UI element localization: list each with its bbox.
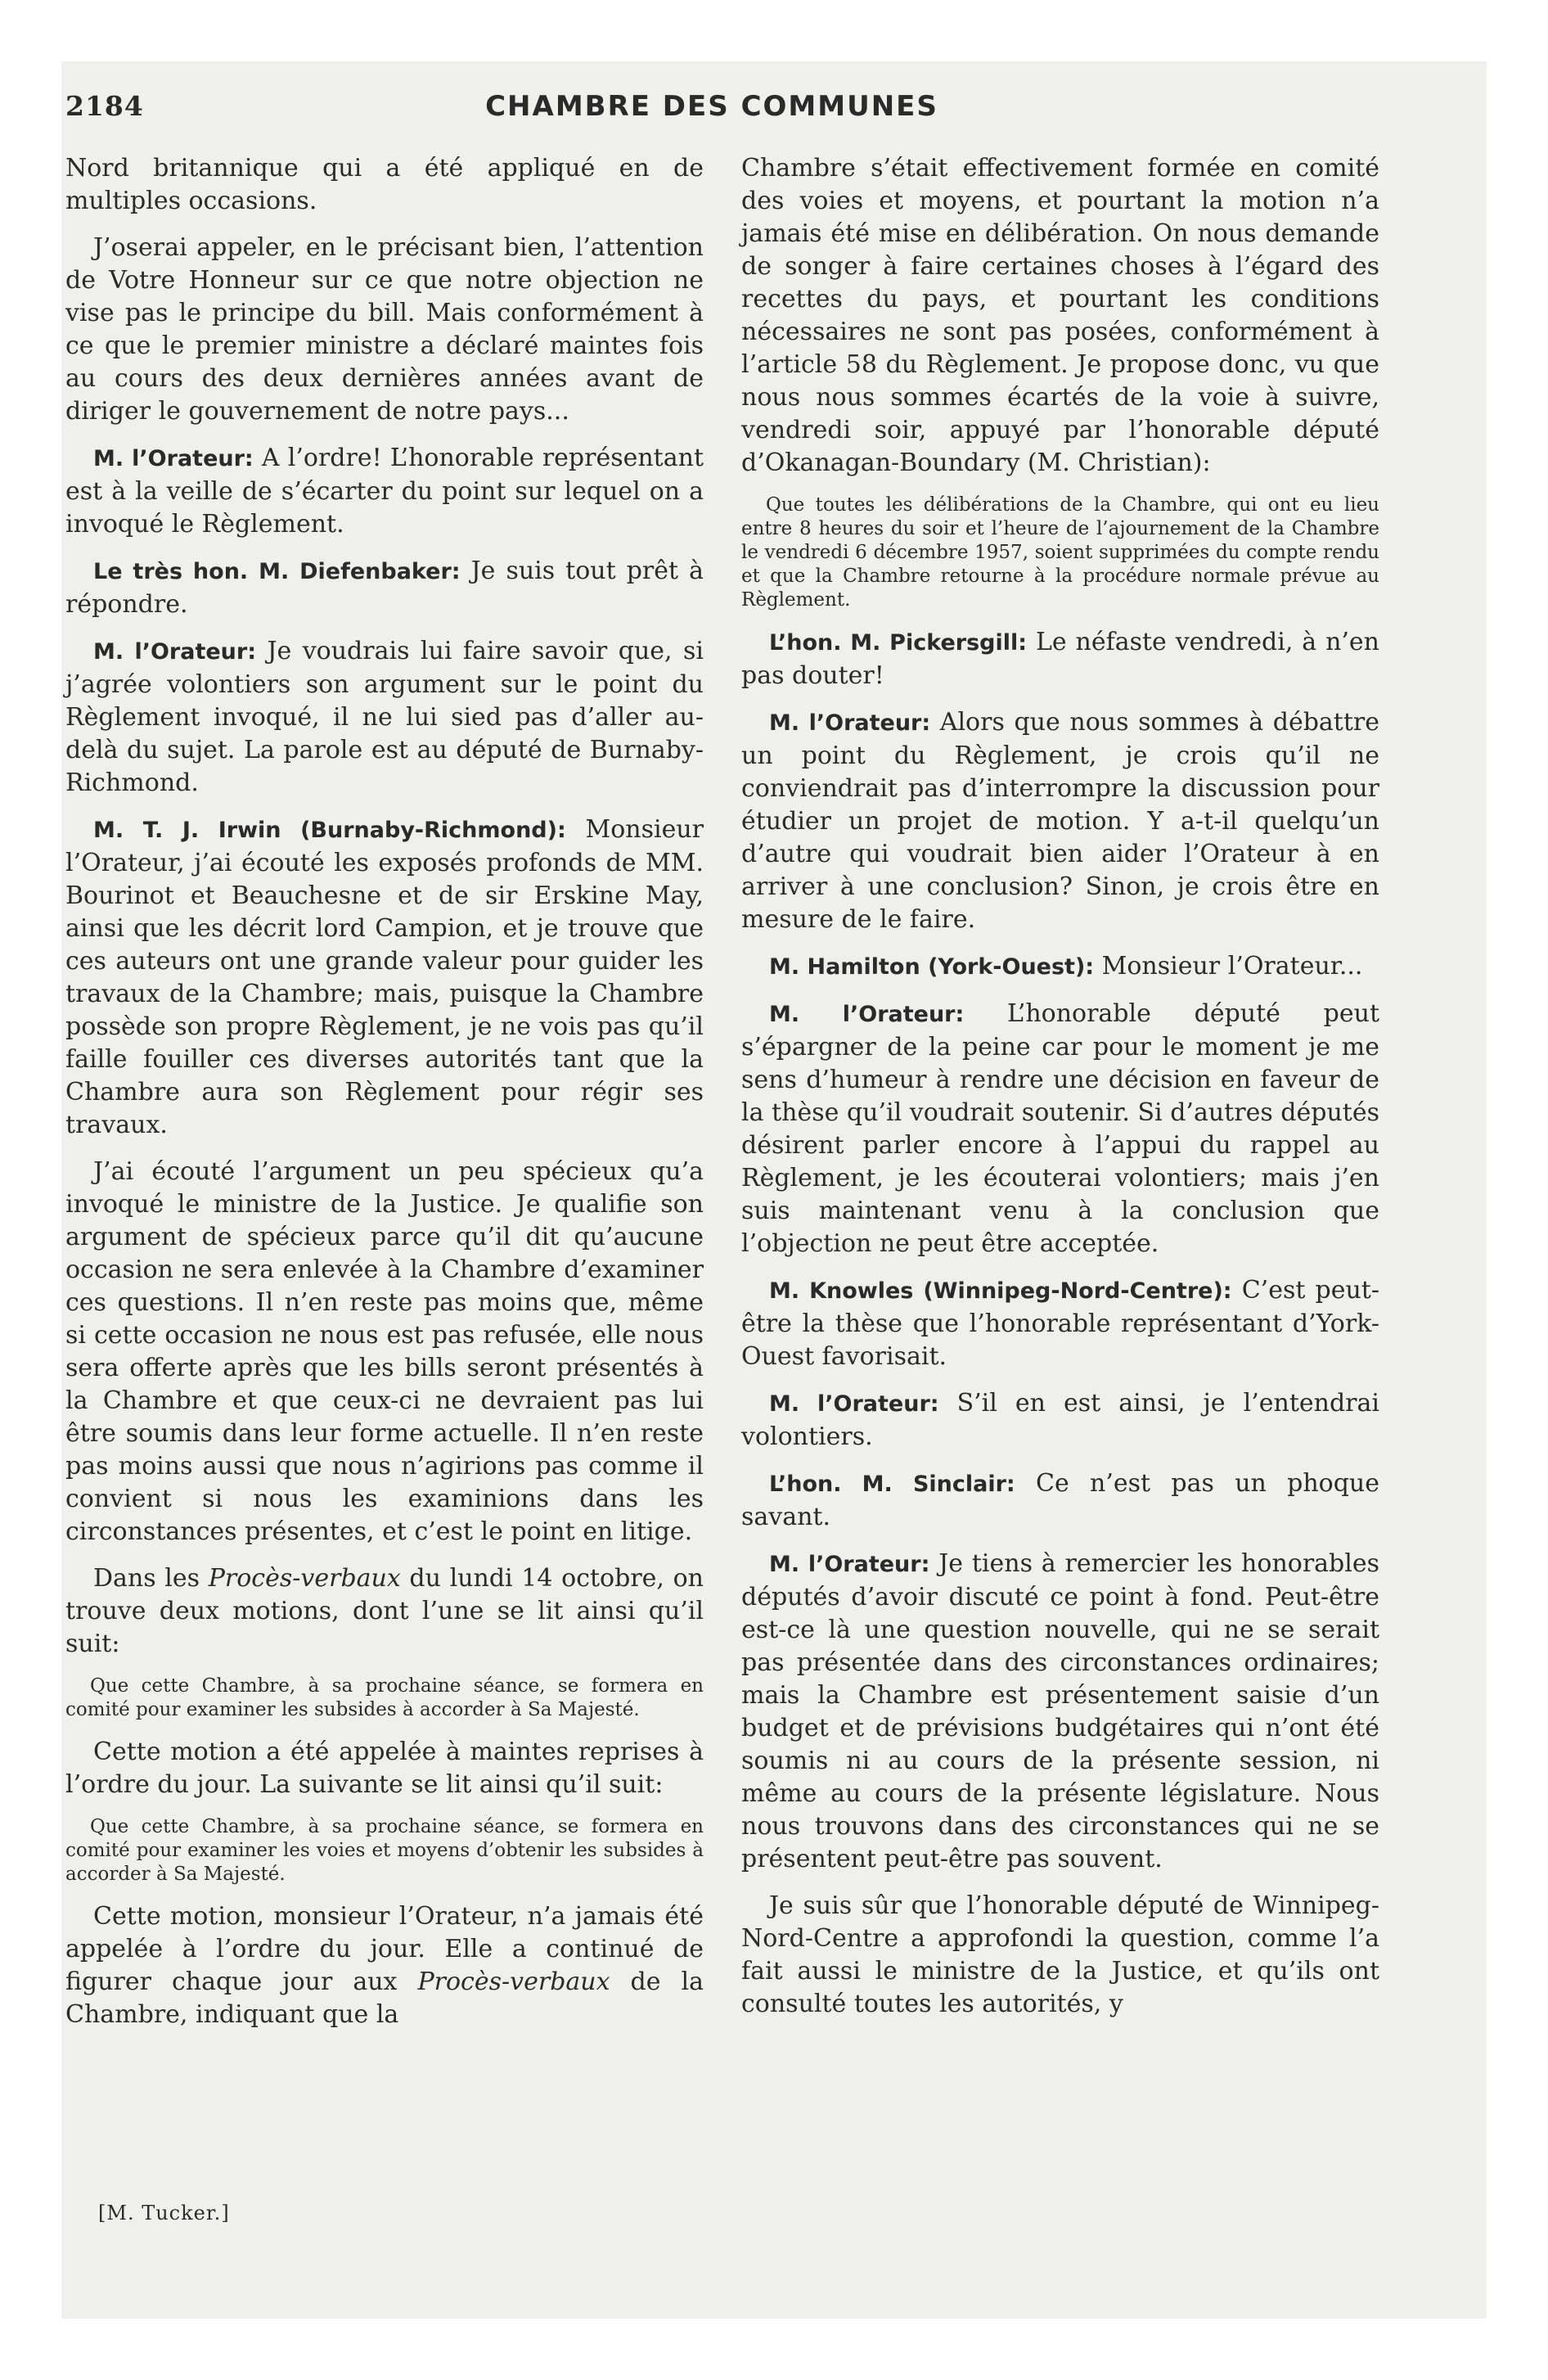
text-run: Cette motion, monsieur l’Orateur, n’a jamais été appelée à l’ordre du jour. Elle a continué de figurer chaque jour aux [65,1902,704,1996]
page-number: 2184 [65,90,144,122]
speaker-name: M. Hamilton (York-Ouest): [769,954,1095,980]
running-title: CHAMBRE DES COMMUNES [485,90,938,123]
speech [65,555,704,621]
paragraph: Je suis sûr que l’honorable député de Winnipeg-Nord-Centre a approfondi la question, comme l’a fait aussi le ministre de la Justice, et qu’ils ont consulté toutes les autorités, y [741,1891,1379,2018]
speech [741,1387,1379,1454]
paragraph [65,1900,704,2031]
speech-text: Monsieur l’Orateur, j’ai écouté les exposés profonds de MM. Bourinot et Beauchesne et de sir Erskine May, ainsi que les décrit lord Campion, et je trouve que ces auteurs ont une grande valeur pour guider les travaux de la Chambre; mais, puisque la Chambre possède son propre Règlement, je ne vois pas qu’il faille fouiller ces diverses autorités tant que la Chambre aura son Règlement pour régir ses travaux. [65,815,704,1139]
speech-text: Monsieur l’Orateur... [1094,952,1363,980]
paragraph: Nord britannique qui a été appliqué en de multiples occasions. [65,154,704,215]
speech [65,635,704,800]
speaker-name: M. l’Orateur: [769,1391,939,1417]
italic-title: Procès-verbaux [208,1564,401,1593]
paragraph: Cette motion a été appelée à maintes reprises à l’ordre du jour. La suivante se lit ainsi qu’il suit: [65,1738,704,1799]
speech-text: L’honorable député peut s’épargner de la peine car pour le moment je me sens d’humeur à rendre une décision en faveur de la thèse qu’il voudrait soutenir. Si d’autres députés désirent parler encore à l’appui du rappel au Règlement, je les écouterai volontiers; mais j’en suis maintenant venu à la conclusion que l’objection ne peut être acceptée. [741,999,1379,1258]
motion-quote: Que cette Chambre, à sa prochaine séance, se formera en comité pour examiner les voies et moyens d’obtenir les subsides à accorder à Sa Majesté. [65,1816,704,1885]
text-run: de la Chambre, indiquant que la [65,1968,704,2029]
motion-quote: Que cette Chambre, à sa prochaine séance, se formera en comité pour examiner les subsides à accorder à Sa Majesté. [65,1675,704,1720]
paragraph: Chambre s’était effectivement formée en comité des voies et moyens, et pourtant la motion n’a jamais été mise en délibération. On nous demande de songer à faire certaines choses à l’égard des recettes du pays, et pourtant les conditions nécessaires ne sont pas posées, conformément à l’article 58 du Règlement. Je propose donc, vu que nous nous sommes écartés de la voie à suivre, vendredi soir, appuyé par l’honorable député d’Okanagan-Boundary (M. Christian): [741,154,1379,477]
speaker-name: M. l’Orateur: [93,639,257,665]
paragraph: J’ai écouté l’argument un peu spécieux qu’a invoqué le ministre de la Justice. Je qualifie son argument de spécieux parce qu’il dit qu’aucune occasion ne sera enlevée à la Chambre d’examiner ces questions. Il n’en reste pas moins que, même si cette occasion ne nous est pas refusée, elle nous sera offerte après que les bills seront présentés à la Chambre et que ceux-ci ne devraient pas lui être soumis dans leur forme actuelle. Il n’en reste pas moins aussi que nous n’agirions pas comme il convient si nous les examinions dans les circonstances présentes, et c’est le point en litige. [65,1157,704,1546]
speech-text: Ce n’est pas un phoque savant. [741,1469,1379,1531]
speech [741,950,1379,984]
speaker-name: M. l’Orateur: [769,710,931,736]
speech [741,1467,1379,1534]
paragraph [65,1562,704,1661]
speaker-name: L’hon. M. Sinclair: [769,1472,1015,1497]
speech-text: Je tiens à remercier les honorables députés d’avoir discuté ce point à fond. Peut-être est-ce là une question nouvelle, qui ne se serait pas présentée dans des circonstances ordinaires; mais la Chambre est présentement saisie d’un budget et de prévisions budgétaires qui n’ont été soumis ni au cours de la présente session, ni même au cours de la présente législature. Nous nous trouvons dans des circonstances qui ne se présentent peut-être pas souvent. [741,1549,1380,1873]
speaker-name: M. l’Orateur: [93,446,254,471]
speech [741,998,1379,1260]
footer-note: [M. Tucker.] [98,2202,230,2224]
speaker-name: M. l’Orateur: [769,1552,930,1577]
speech [65,814,704,1142]
speech [65,442,704,541]
italic-title: Procès-verbaux [417,1968,610,1996]
text-run: Dans les [93,1564,209,1593]
speech [741,1548,1379,1876]
speech-text: A l’ordre! L’honorable représentant est à la veille de s’écarter du point sur lequel on a invoqué le Règlement. [65,444,704,539]
paragraph: J’oserai appeler, en le précisant bien, l’attention de Votre Honneur sur ce que notre objection ne vise pas le principe du bill. Mais conformément à ce que le premier ministre a déclaré maintes fois au cours des deux dernières années avant de diriger le gouvernement de notre pays... [65,233,704,426]
speaker-name: Le très hon. M. Diefenbaker: [93,559,461,584]
speech-text: Je suis tout prêt à répondre. [65,557,704,619]
speech [741,1274,1379,1373]
speaker-name: M. Knowles (Winnipeg-Nord-Centre): [769,1278,1232,1304]
page-header [65,90,1358,136]
speaker-name: M. l’Orateur: [769,1002,965,1027]
right-column [741,152,1379,2035]
speech-text: C’est peut-être la thèse que l’honorable représentant d’York-Ouest favorisait. [741,1276,1379,1371]
speech [741,706,1379,936]
speaker-name: L’hon. M. Pickersgill: [769,630,1028,656]
speaker-name: M. T. J. Irwin (Burnaby-Richmond): [93,818,566,843]
speech-text: Le néfaste vendredi, à n’en pas douter! [741,628,1380,690]
speech-text: S’il en est ainsi, je l’entendrai volontiers. [741,1389,1379,1451]
left-column [65,152,704,2045]
speech-text: Je voudrais lui faire savoir que, si j’agrée volontiers son argument sur le point du Règlement invoqué, il ne lui sied pas d’aller au-delà du sujet. La parole est au député de Burnaby-Richmond. [65,637,704,797]
speech-text: Alors que nous sommes à débattre un point du Règlement, je crois qu’il ne conviendrait pas d’interrompre la discussion pour étudier un projet de motion. Y a-t-il quelqu’un d’autre qui voudrait bien aider l’Orateur à en arriver à une conclusion? Sinon, je crois être en mesure de le faire. [741,708,1380,934]
speech [741,626,1379,692]
motion-quote: Que toutes les délibérations de la Chambre, qui ont eu lieu entre 8 heures du soir et l’heure de l’ajournement de la Chambre le vendredi 6 décembre 1957, soient supprimées du compte rendu et que la Chambre retourne à la procédure normale prévue au Règlement. [741,494,1379,611]
text-run: du lundi 14 octobre, on trouve deux motions, dont l’une se lit ainsi qu’il suit: [65,1564,704,1658]
